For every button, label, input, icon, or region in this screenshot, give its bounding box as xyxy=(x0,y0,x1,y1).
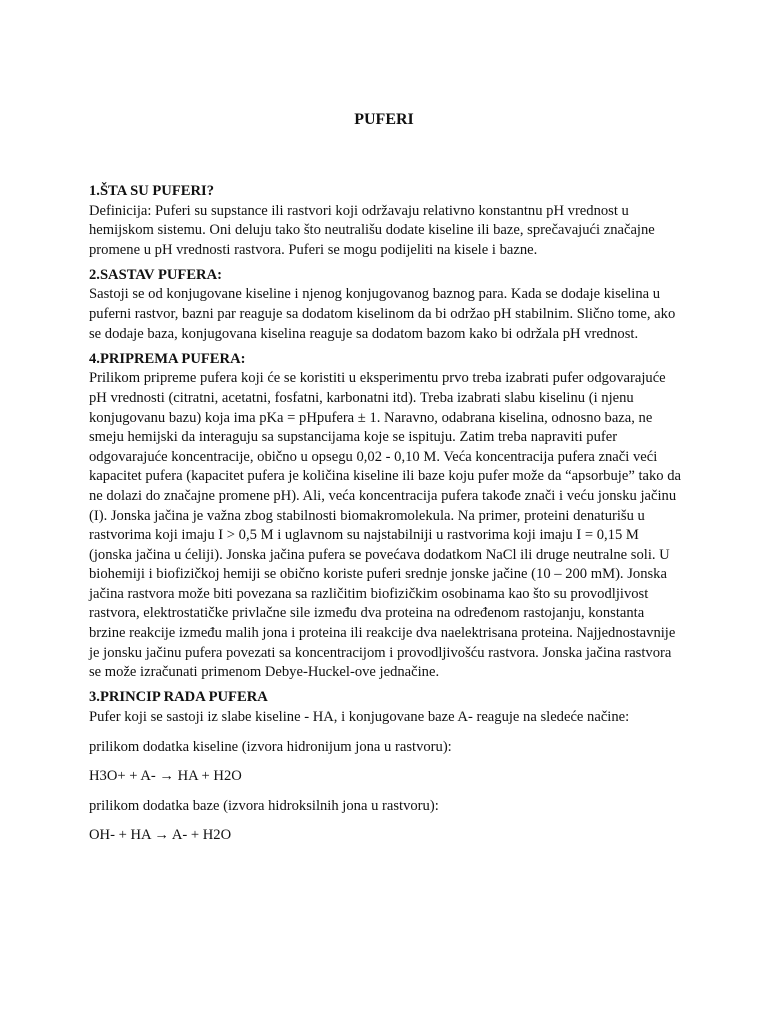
section-heading: 4.PRIPREMA PUFERA: xyxy=(89,350,246,367)
document-title: PUFERI xyxy=(354,111,414,128)
paragraph: prilikom dodatka kiseline (izvora hidronijum jona u rastvoru): xyxy=(89,738,452,755)
reaction-equation: OH- + HA → A- + H2O xyxy=(89,827,232,844)
section-what-are-buffers xyxy=(89,182,681,260)
section-body: Prilikom pripreme pufera koji će se koristiti u eksperimentu prvo treba izabrati pufer odgovarajuće pH vrednosti (citratni, acetatni, fosfatni, karbonatni itd). Treba izabrati slabu kiselinu (i njenu konjugovanu bazu) koja ima pKa = pHpufera ± 1. Naravno, odabrana kiselina, odnosno baza, ne smeju hemijski da interaguju sa supstancijama koje se ispituju. Zatim treba napraviti pufer odgovarajuće koncentracije, obično u opsegu 0,02 - 0,10 M. Veća koncentracija pufera znači veći kapacitet pufera (kapacitet pufera je količina kiseline ili baze koju pufer može da “apsorbuje” tako da ne dolazi do značajne promene pH). Ali, veća koncentracija pufera takođe znači i veću jonsku jačinu (I). Jonska jačina je važna zbog stabilnosti biomakromolekula. Na primer, proteini denaturišu u rastvorima koji imaju I > 0,5 M i uglavnom su najstabilniji u rastvorima koji imaju I = 0,15 M (jonska jačina u ćeliji). Jonska jačina pufera se povećava dodatkom NaCl ili druge neutralne soli. U biohemiji i biofizičkoj hemiji se obično koriste puferi srednje jonske jačine (10 – 200 mM). Jonska jačina rastvora može biti povezana sa različitim biofizičkim osobinama kao što su provodljivost rastvora, elektrostatičke privlačne sile između dva proteina na određenom rastojanju, konstanta brzine reakcije između malih jona i proteina ili reakcije dva naelektrisana proteina. Najjednostavnije je jonsku jačinu pufera povezati sa koncentracijom i provodljivošću rastvora. Jonska jačina rastvora se može izračunati primenom Debye-Huckel-ove jednačine. xyxy=(89,370,681,681)
document-content xyxy=(89,182,681,856)
section-body: Sastoji se od konjugovane kiseline i njenog konjugovanog baznog para. Kada se dodaje kiselina u puferni rastvor, bazni par reaguje sa dodatom kiselinom da bi održao pH stabilnim. Slično tome, ako se dodaje baza, konjugovana kiselina reaguje sa dodatom bazom kako bi održala pH vrednost. xyxy=(89,286,676,342)
section-buffer-composition xyxy=(89,266,681,344)
paragraph: Pufer koji se sastoji iz slabe kiseline - HA, i konjugovane baze A- reaguje na sledeće načine: xyxy=(89,708,630,725)
section-heading: 1.ŠTA SU PUFERI? xyxy=(89,183,215,199)
section-body: Definicija: Puferi su supstance ili rastvori koji održavaju relativno konstantnu pH vrednost u hemijskom sistemu. Oni deluju tako što neutrališu dodate kiseline ili baze, sprečavajući značajne promene u pH vrednosti rastvora. Puferi se mogu podijeliti na kisele i bazne. xyxy=(89,202,655,258)
section-buffer-principle xyxy=(89,688,681,846)
section-heading: 2.SASTAV PUFERA: xyxy=(89,266,222,283)
section-buffer-preparation xyxy=(89,350,681,683)
section-heading: 3.PRINCIP RADA PUFERA xyxy=(89,689,268,706)
paragraph: prilikom dodatka baze (izvora hidroksilnih jona u rastvoru): xyxy=(89,797,439,814)
reaction-equation: H3O+ + A- → HA + H2O xyxy=(89,768,242,785)
